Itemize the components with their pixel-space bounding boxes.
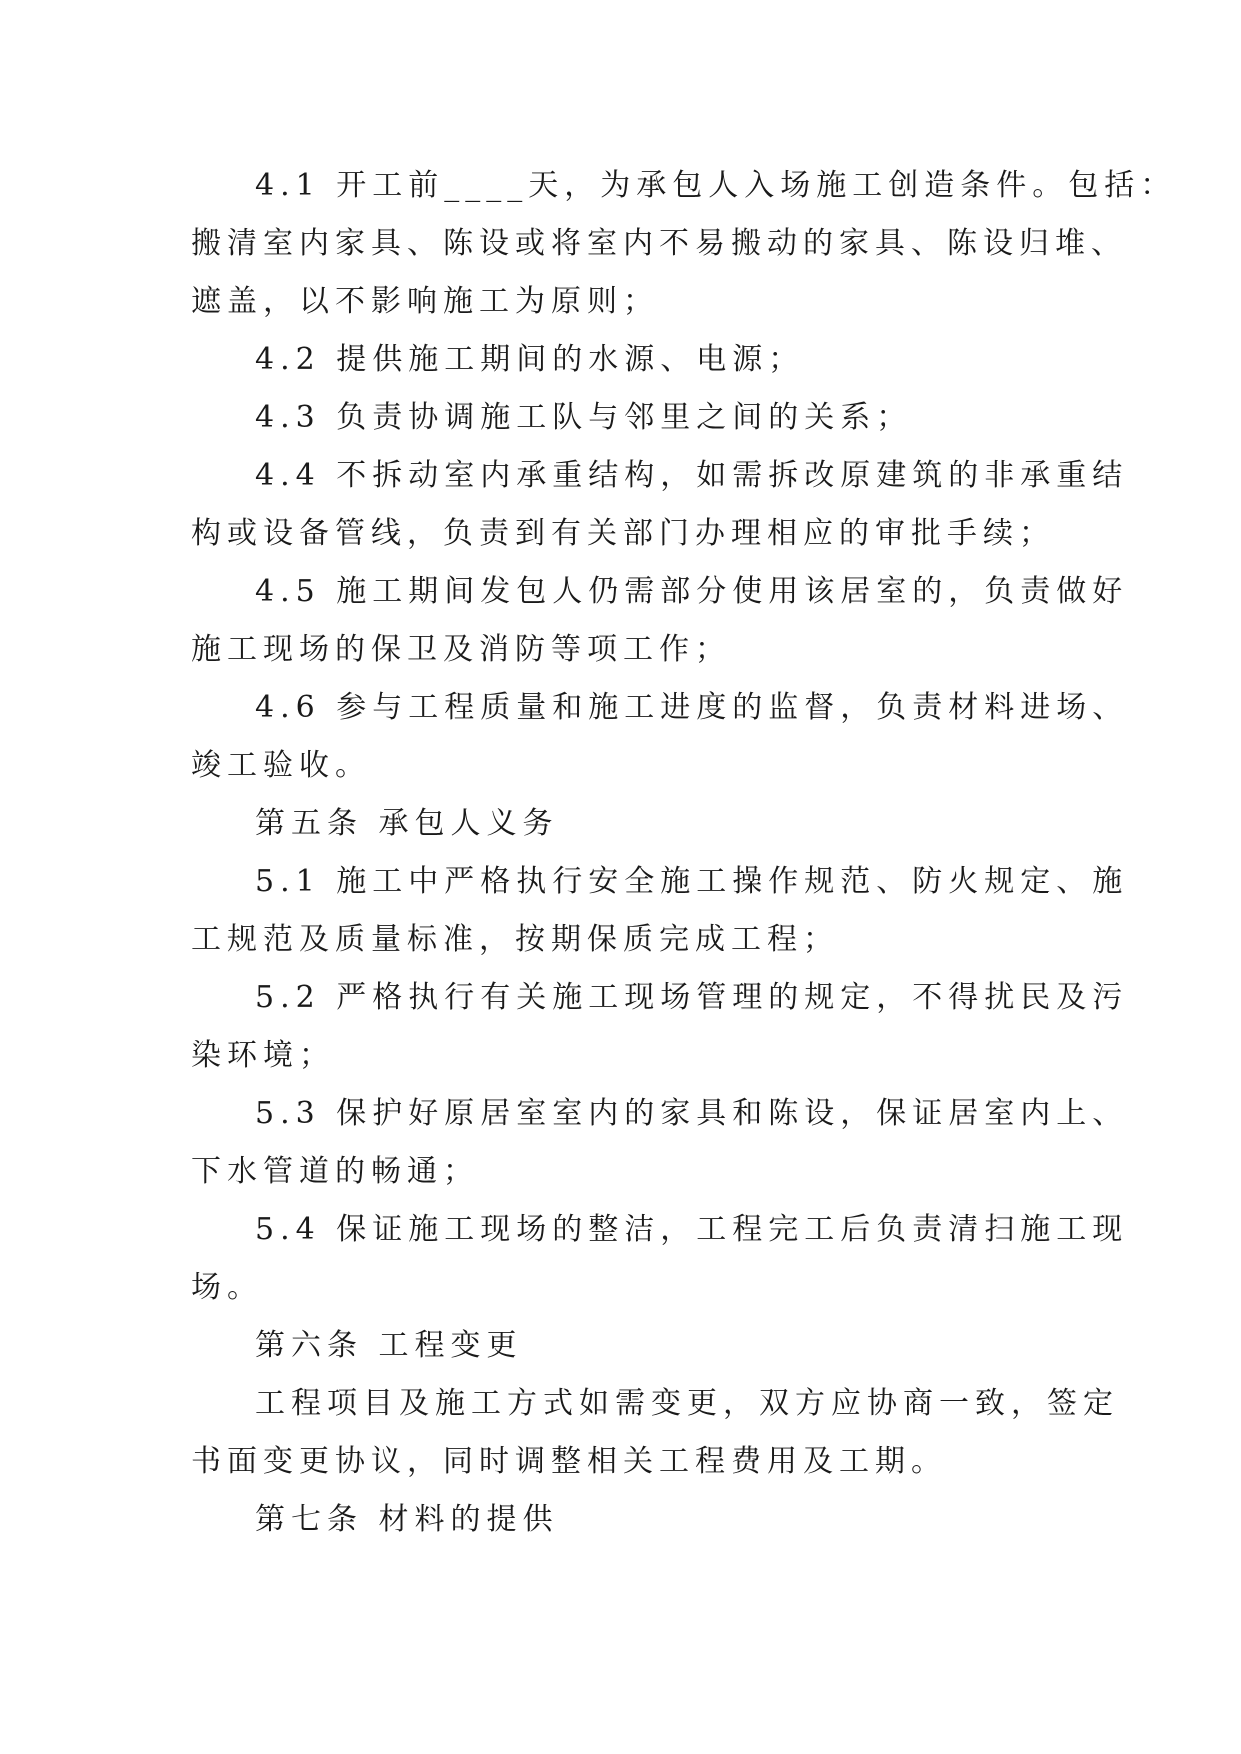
- article-5-heading: 第五条 承包人义务: [255, 806, 559, 841]
- clause-5-2-line-2: 染环境；: [191, 1038, 335, 1073]
- clause-5-4-line-2: 场。: [191, 1270, 263, 1305]
- clause-4-5-line-1: 4.5 施工期间发包人仍需部分使用该居室的，负责做好: [255, 574, 1129, 609]
- clause-5-3-line-2: 下水管道的畅通；: [191, 1154, 479, 1189]
- article-7-heading: 第七条 材料的提供: [255, 1502, 559, 1537]
- clause-4-2: 4.2 提供施工期间的水源、电源；: [255, 342, 805, 377]
- clause-5-1-line-1: 5.1 施工中严格执行安全施工操作规范、防火规定、施: [255, 864, 1129, 899]
- clause-4-1-line-2: 搬清室内家具、陈设或将室内不易搬动的家具、陈设归堆、: [191, 226, 1127, 261]
- article-6-body-line-1: 工程项目及施工方式如需变更，双方应协商一致，签定: [255, 1386, 1119, 1421]
- clause-5-3-line-1: 5.3 保护好原居室室内的家具和陈设，保证居室内上、: [255, 1096, 1129, 1131]
- clause-4-3: 4.3 负责协调施工队与邻里之间的关系；: [255, 400, 913, 435]
- clause-4-5-line-2: 施工现场的保卫及消防等项工作；: [191, 632, 731, 667]
- clause-4-4-line-1: 4.4 不拆动室内承重结构，如需拆改原建筑的非承重结: [255, 458, 1129, 493]
- article-6-heading: 第六条 工程变更: [255, 1328, 523, 1363]
- article-6-body-line-2: 书面变更协议，同时调整相关工程费用及工期。: [191, 1444, 947, 1479]
- clause-5-2-line-1: 5.2 严格执行有关施工现场管理的规定，不得扰民及污: [255, 980, 1129, 1015]
- clause-5-1-line-2: 工规范及质量标准，按期保质完成工程；: [191, 922, 839, 957]
- clause-5-4-line-1: 5.4 保证施工现场的整洁，工程完工后负责清扫施工现: [255, 1212, 1129, 1247]
- clause-4-4-line-2: 构或设备管线，负责到有关部门办理相应的审批手续；: [191, 516, 1055, 551]
- clause-4-6-line-2: 竣工验收。: [191, 748, 371, 783]
- clause-4-1-line-3: 遮盖，以不影响施工为原则；: [191, 284, 659, 319]
- clause-4-1-line-1: 4.1 开工前____天，为承包人入场施工创造条件。包括：: [255, 168, 1177, 203]
- clause-4-6-line-1: 4.6 参与工程质量和施工进度的监督，负责材料进场、: [255, 690, 1129, 725]
